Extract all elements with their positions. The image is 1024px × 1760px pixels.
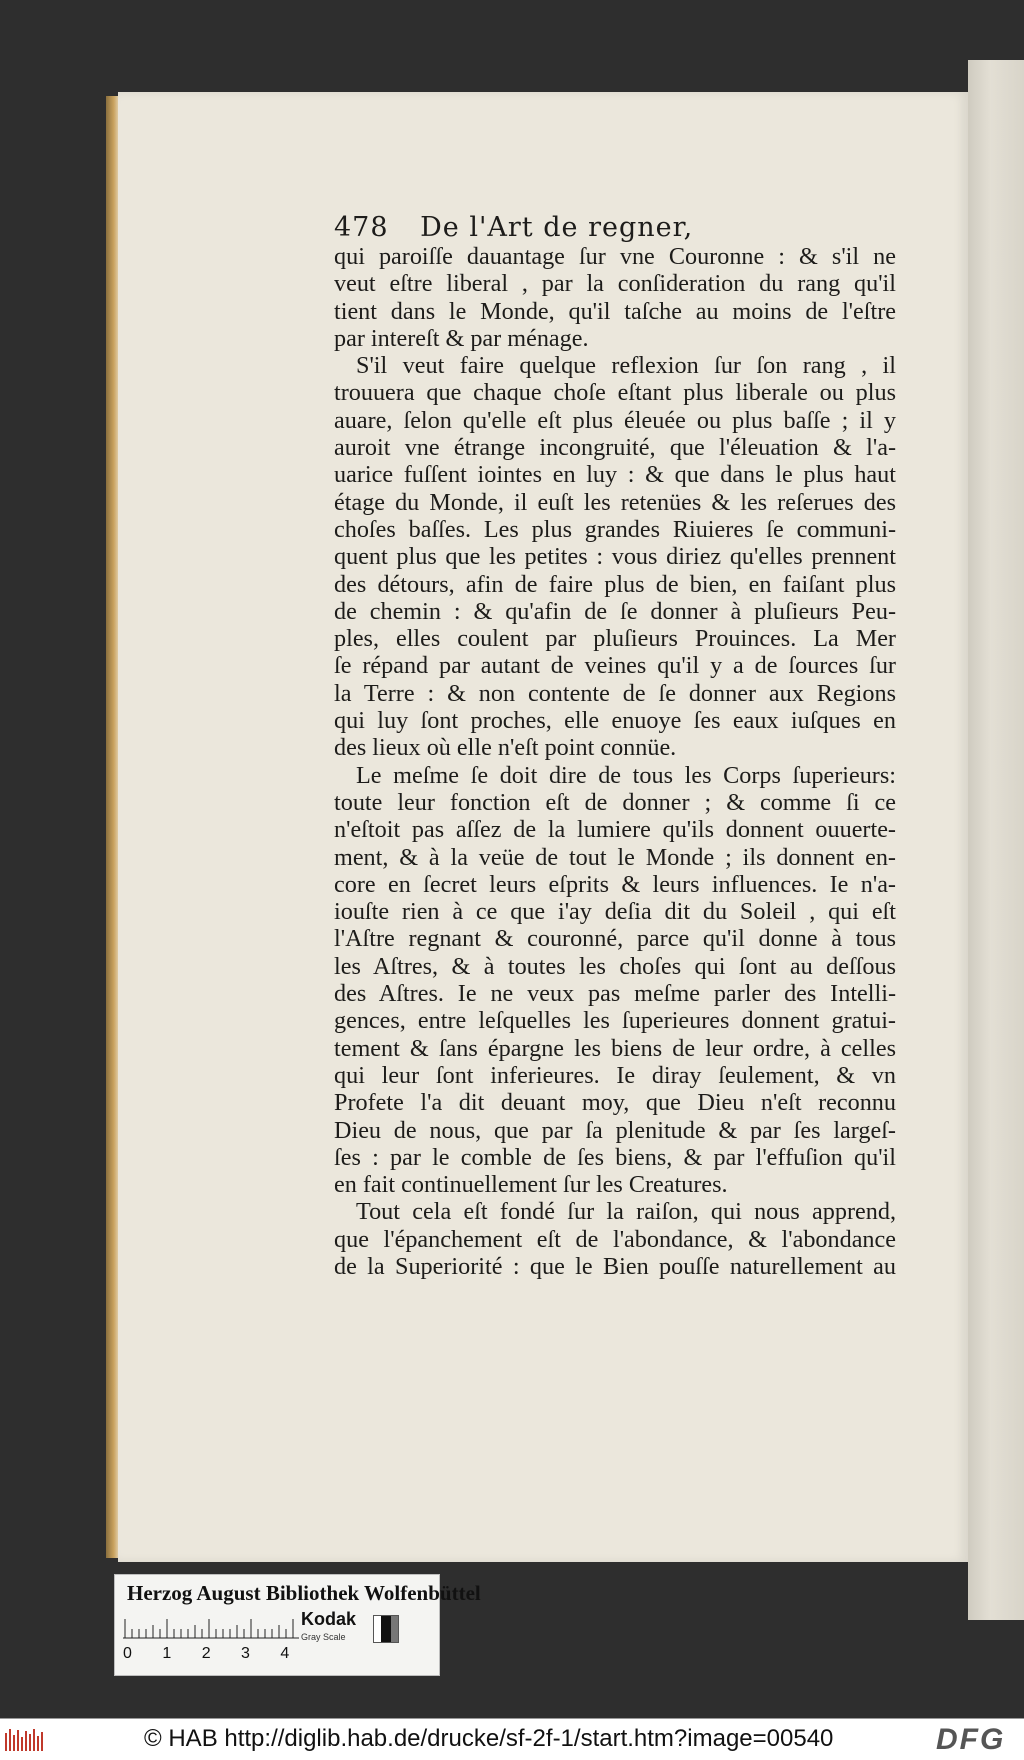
facing-page-edge: [968, 60, 1024, 1620]
footer-bar: [0, 1718, 1024, 1760]
text-line: uarice fuſſent iointes en luy : & que dans le plus haut: [334, 461, 896, 489]
color-calibration-strip: [114, 1574, 481, 1676]
text-line: que l'épanchement eſt de l'abondance, & l'abondance: [334, 1225, 896, 1253]
text-line: des lieux où elle n'eſt point connüe.: [334, 734, 677, 762]
text-line: qui paroiſſe dauantage ſur vne Couronne : & s'il ne: [334, 243, 896, 270]
text-line: qui leur ſont inferieures. Ie diray ſeulement, & vn: [334, 1061, 896, 1089]
text-line: ment, & à la veüe de tout le Monde ; ils donnent en-: [334, 843, 896, 871]
text-line: S'il veut faire quelque reflexion ſur ſon rang , il: [356, 352, 896, 380]
text-line: les Aſtres, & à toutes les choſes qui ſont au deſſous: [334, 952, 896, 980]
page-number: 478: [334, 212, 389, 243]
text-line: ſe répand par autant de veines qu'il y a de ſources ſur: [334, 652, 896, 680]
running-title: De l'Art de regner,: [420, 212, 694, 243]
text-line: des Aſtres. Ie ne veux pas meſme parler des Intelli-: [334, 980, 896, 1008]
text-line: Le meſme ſe doit dire de tous les Corps ſuperieurs:: [356, 761, 896, 789]
text-line: l'Aſtre regnant & couronné, parce qu'il donne à tous: [334, 925, 896, 953]
text-line: Dieu de nous, que par ſa plenitude & par ſes largeſ-: [334, 1116, 896, 1144]
dfg-logo: DFG: [936, 1723, 1006, 1756]
ruler-numbers: 0 1 2 3 4: [123, 1645, 290, 1662]
hab-barcode-logo-icon: [4, 1727, 44, 1753]
gray-scale-label: Gray Scale: [301, 1632, 346, 1642]
text-line: iouſte rien à ce que i'ay deſia dit du Soleil , qui eſt: [334, 898, 896, 926]
text-line: choſes baſſes. Les plus grandes Riuieres ſe communi-: [334, 515, 896, 543]
footer-credit-link[interactable]: © HAB http://diglib.hab.de/drucke/sf-2f-1/start.htm?image=00540: [144, 1725, 834, 1752]
gray-patch: [373, 1615, 399, 1643]
text-line: auare, ſelon qu'elle eſt plus éleuée ou plus baſſe ; il y: [334, 406, 896, 434]
text-line: tement & ſans épargne les biens de leur ordre, à celles: [334, 1034, 896, 1062]
ruler-scale-icon: [123, 1611, 299, 1639]
text-line: toute leur fonction eſt de donner ; & comme ſi ce: [334, 788, 896, 816]
text-line: ſes : par le comble de ſes biens, & par l'effuſion qu'il: [334, 1143, 896, 1171]
text-line: Tout cela eſt fondé ſur la raiſon, qui nous apprend,: [356, 1198, 896, 1226]
text-line: veut eſtre liberal , par la conſideration du rang qu'il: [334, 270, 896, 298]
text-line: trouuera que chaque choſe eſtant plus liberale ou plus: [334, 379, 896, 407]
institution-label: Herzog August Bibliothek Wolfenbüttel: [127, 1581, 481, 1605]
text-line: étage du Monde, il euſt les retenües & les reſerues des: [334, 488, 896, 516]
text-line: de chemin : & qu'afin de ſe donner à pluſieurs Peu-: [334, 597, 896, 625]
text-line: ples, elles coulent par pluſieurs Prouinces. La Mer: [334, 625, 896, 653]
kodak-brand: Kodak: [301, 1609, 357, 1629]
text-line: tient dans le Monde, qu'il taſche au moins de l'eſtre: [334, 297, 896, 325]
text-line: de la Superiorité : que le Bien pouſſe naturellement au: [334, 1252, 896, 1280]
text-line: Profete l'a dit deuant moy, que Dieu n'eſt reconnu: [334, 1089, 896, 1117]
text-line: par intereſt & par ménage.: [334, 324, 589, 352]
text-line: auroit vne étrange incongruité, que l'éleuation & l'a-: [334, 434, 896, 462]
running-head: [334, 212, 894, 243]
text-line: qui luy ſont proches, elle enuoye ſes eaux iuſques en: [334, 707, 896, 735]
text-line: n'eſtoit pas aſſez de la lumiere qu'ils donnent ouuerte-: [334, 816, 896, 844]
text-line: gences, entre leſquelles les ſuperieures donnent gratui-: [334, 1007, 896, 1035]
text-line: des détours, afin de faire plus de bien, en faiſant plus: [334, 570, 896, 598]
text-line: core en ſecret leurs eſprits & leurs influences. Ie n'a-: [334, 870, 896, 898]
text-line: quent plus que les petites : vous diriez qu'elles prennent: [334, 543, 896, 571]
body-text: [334, 243, 896, 1280]
text-line: en fait continuellement ſur les Creatures.: [334, 1171, 728, 1199]
text-line: la Terre : & non contente de ſe donner aux Regions: [334, 679, 896, 707]
